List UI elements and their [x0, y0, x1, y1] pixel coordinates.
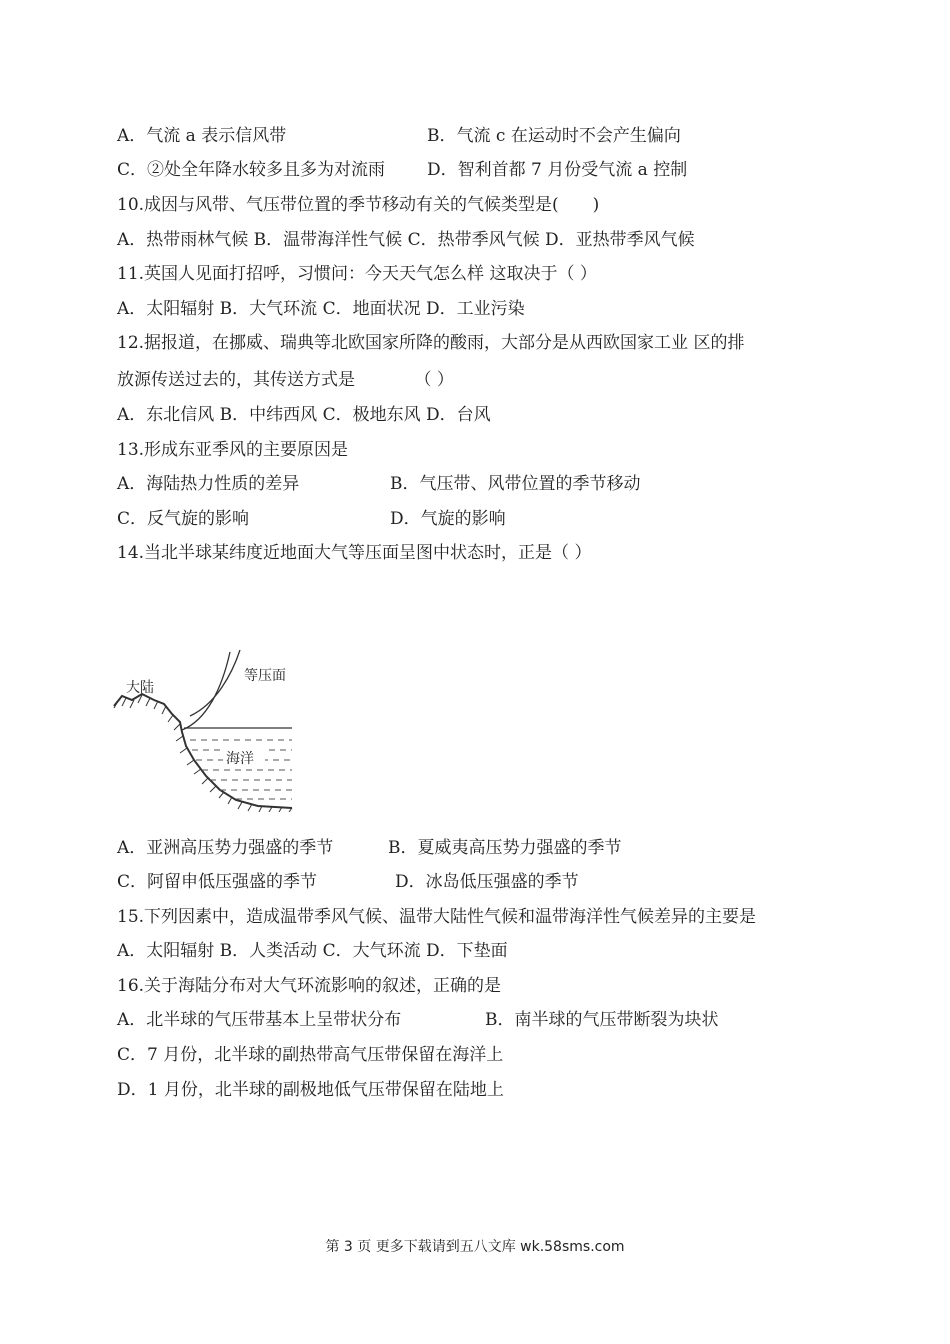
land-hatching: [114, 695, 292, 812]
isobar-label: 等压面: [244, 668, 286, 684]
q10-options: A．热带雨林气候 B．温带海洋性气候 C．热带季风气候 D．亚热带季风气候: [117, 230, 695, 250]
q13-option-d: D．气旋的影响: [390, 509, 506, 529]
q9-option-c: C．②处全年降水较多且多为对流雨: [117, 160, 386, 180]
isobar-diagram: [112, 648, 302, 812]
q16-option-c: C．7 月份，北半球的副热带高气压带保留在海洋上: [117, 1045, 504, 1065]
q16-option-b: B．南半球的气压带断裂为块状: [485, 1010, 719, 1030]
q13-option-a: A．海陆热力性质的差异: [117, 474, 300, 494]
q16-stem: 16.关于海陆分布对大气环流影响的叙述，正确的是: [117, 976, 502, 996]
q13-option-row-2: [117, 507, 506, 531]
q9-option-d: D．智利首都 7 月份受气流 a 控制: [427, 160, 688, 180]
q16-option-d: D．1 月份，北半球的副极地低气压带保留在陆地上: [117, 1080, 504, 1100]
q16-option-row-1: [117, 1008, 719, 1032]
q15-options: A．太阳辐射 B．人类活动 C．大气环流 D．下垫面: [117, 941, 508, 961]
q14-option-a: A．亚洲高压势力强盛的季节: [117, 838, 334, 858]
q12-stem-line-2: 放源传送过去的，其传送方式是 （ ）: [117, 370, 454, 390]
q9-option-b: B．气流 c 在运动时不会产生偏向: [427, 126, 681, 146]
q12-stem-line-1: 12.据报道，在挪威、瑞典等北欧国家所降的酸雨，大部分是从西欧国家工业 区的排: [117, 333, 745, 353]
page-footer: 第 3 页 更多下载请到五八文库 wk.58sms.com: [325, 1239, 625, 1255]
q14-option-b: B．夏威夷高压势力强盛的季节: [388, 838, 622, 858]
q12-options: A．东北信风 B．中纬西风 C．极地东风 D．台风: [117, 405, 491, 425]
q13-option-c: C．反气旋的影响: [117, 509, 250, 529]
q16-option-a: A．北半球的气压带基本上呈带状分布: [117, 1010, 402, 1030]
q14-option-d: D．冰岛低压强盛的季节: [395, 872, 579, 892]
q14-option-row-2: [117, 870, 579, 894]
coastline: [114, 694, 292, 808]
q14-option-row-1: [117, 836, 622, 860]
q11-stem: 11.英国人见面打招呼，习惯问：今天天气怎么样 这取决于（ ）: [117, 264, 597, 284]
q11-options: A．太阳辐射 B．大气环流 C．地面状况 D．工业污染: [117, 299, 525, 319]
q9-option-row-1: [117, 124, 681, 148]
q9-option-row-2: [117, 158, 688, 182]
q14-stem: 14.当北半球某纬度近地面大气等压面呈图中状态时，正是（ ）: [117, 543, 592, 563]
q14-option-c: C．阿留申低压强盛的季节: [117, 872, 318, 892]
isobar-curve-inner: [182, 652, 230, 730]
q15-stem: 15.下列因素中，造成温带季风气候、温带大陆性气候和温带海洋性气候差异的主要是: [117, 907, 757, 927]
q13-stem: 13.形成东亚季风的主要原因是: [117, 440, 349, 460]
isobar-curve-outer: [190, 650, 240, 716]
q13-option-row-1: [117, 472, 641, 496]
q9-option-a: A．气流 a 表示信风带: [117, 126, 287, 146]
isobar-diagram-svg: [112, 648, 302, 812]
ocean-label: 海洋: [226, 751, 254, 767]
land-label: 大陆: [126, 680, 154, 696]
q13-option-b: B．气压带、风带位置的季节移动: [390, 474, 641, 494]
q10-stem: 10.成因与风带、气压带位置的季节移动有关的气候类型是( ): [117, 195, 600, 215]
